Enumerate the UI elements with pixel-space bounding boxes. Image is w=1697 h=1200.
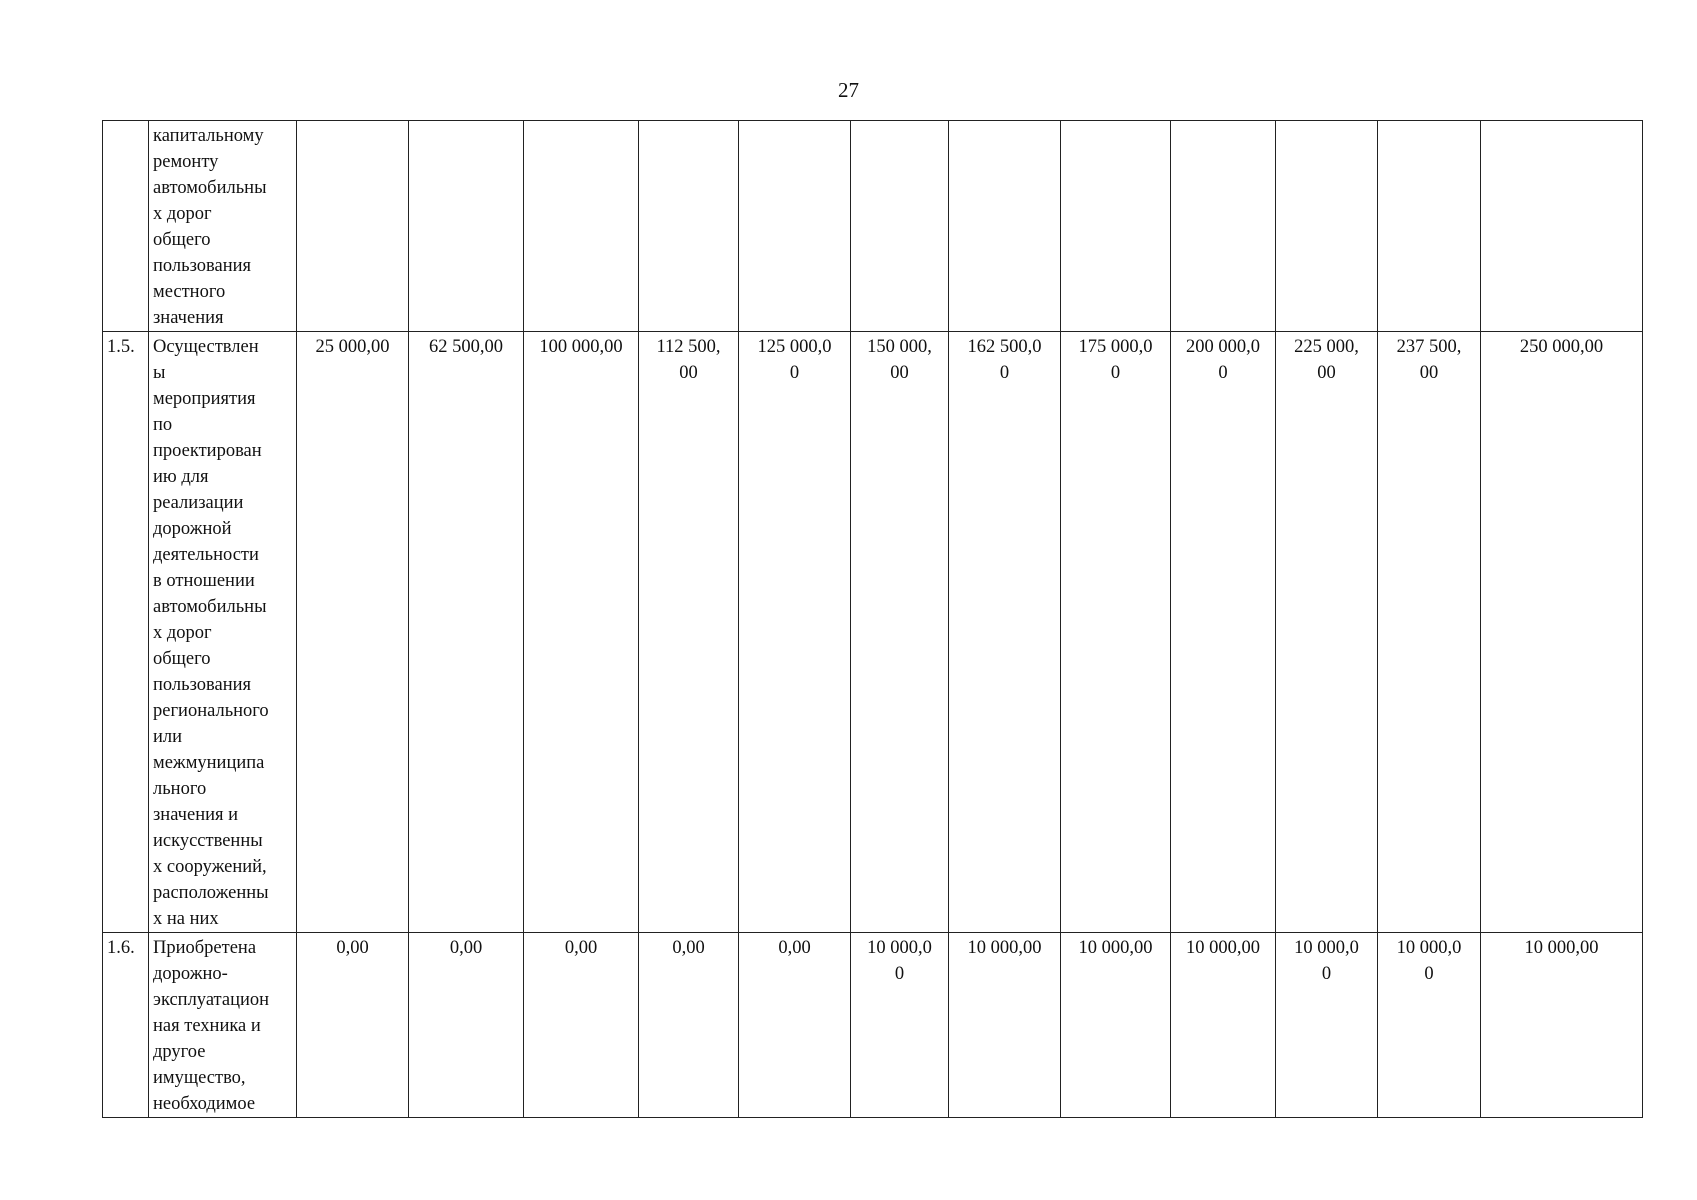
value-cell [409,121,524,332]
value-cell [639,121,739,332]
value-cell [297,121,409,332]
value-cell [851,121,949,332]
value-cell: 150 000, 00 [851,332,949,933]
value-cell: 112 500, 00 [639,332,739,933]
value-cell: 0,00 [639,933,739,1118]
value-cell: 10 000,00 [1061,933,1171,1118]
value-cell: 10 000,0 0 [1276,933,1378,1118]
value-cell [1378,121,1481,332]
row-description: капитальному ремонту автомобильны х дорог общего пользования местного значения [149,121,297,332]
value-cell: 100 000,00 [524,332,639,933]
value-cell [1276,121,1378,332]
value-cell: 10 000,00 [949,933,1061,1118]
value-cell: 0,00 [409,933,524,1118]
value-cell: 62 500,00 [409,332,524,933]
value-cell [524,121,639,332]
value-cell: 162 500,0 0 [949,332,1061,933]
table-row [103,121,1643,332]
value-cell [949,121,1061,332]
value-cell: 0,00 [524,933,639,1118]
value-cell [1061,121,1171,332]
value-cell: 237 500, 00 [1378,332,1481,933]
row-number: 1.5. [103,332,149,933]
value-cell: 0,00 [739,933,851,1118]
value-cell: 125 000,0 0 [739,332,851,933]
value-cell: 0,00 [297,933,409,1118]
budget-table [102,120,1643,1118]
value-cell: 10 000,0 0 [851,933,949,1118]
value-cell: 10 000,00 [1481,933,1643,1118]
value-cell: 200 000,0 0 [1171,332,1276,933]
value-cell: 250 000,00 [1481,332,1643,933]
value-cell: 10 000,0 0 [1378,933,1481,1118]
page-number: 27 [838,78,859,102]
row-description: Осуществлен ы мероприятия по проектирован ию для реализации дорожной деятельности в отношении автомобильны х дорог общего пользования регионального или межмуниципа льного значения и искусственны х сооружений, расположенны х на них [149,332,297,933]
value-cell [1171,121,1276,332]
row-description: Приобретена дорожно- эксплуатацион ная техника и другое имущество, необходимое [149,933,297,1118]
row-number: 1.6. [103,933,149,1118]
value-cell: 175 000,0 0 [1061,332,1171,933]
value-cell [1481,121,1643,332]
value-cell [739,121,851,332]
table-row [103,332,1643,933]
value-cell: 25 000,00 [297,332,409,933]
value-cell: 10 000,00 [1171,933,1276,1118]
table-row [103,933,1643,1118]
value-cell: 225 000, 00 [1276,332,1378,933]
row-number [103,121,149,332]
